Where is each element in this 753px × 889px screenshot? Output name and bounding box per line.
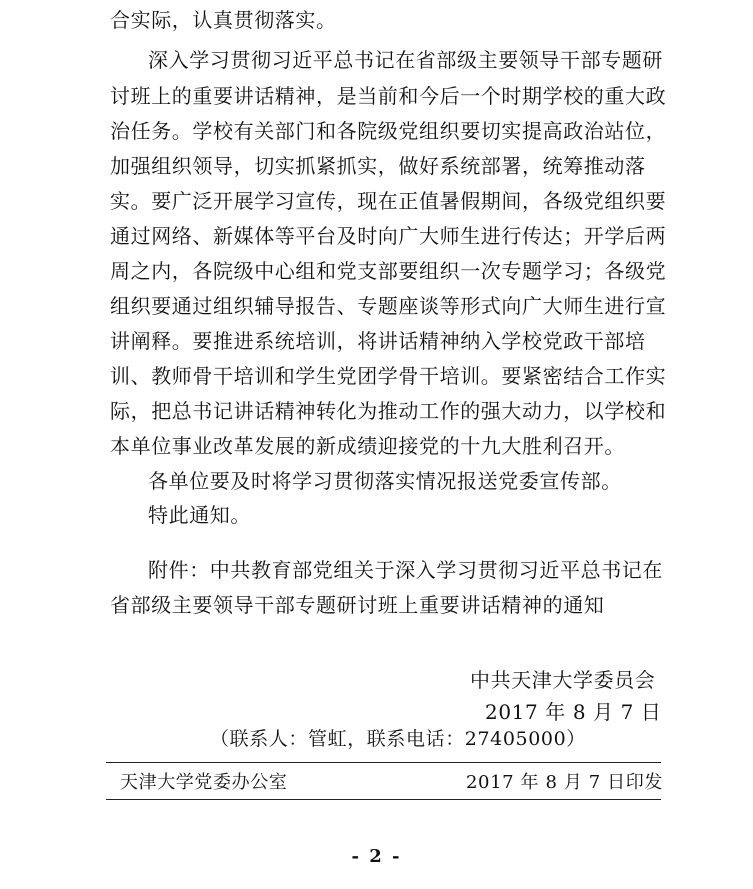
signature-org: 中共天津大学委员会 xyxy=(470,668,656,692)
body-line-12: 际，把总书记讲话精神转化为推动工作的强大动力，以学校和 xyxy=(110,399,667,423)
attachment-line-1: 附件：中共教育部党组关于深入学习贯彻习近平总书记在 xyxy=(148,558,663,582)
body-line-10: 讲阐释。要推进系统培训，将讲话精神纳入学校党政干部培 xyxy=(110,329,646,353)
body-line-6: 实。要广泛开展学习宣传，现在正值暑假期间，各级党组织要 xyxy=(110,189,667,213)
footer-bottom-rule xyxy=(106,799,661,800)
body-line-13: 本单位事业改革发展的新成绩迎接党的十九大胜利召开。 xyxy=(110,434,625,458)
contact-info: （联系人：管虹，联系电话：27405000） xyxy=(210,728,586,750)
body-line-2: 深入学习贯彻习近平总书记在省部级主要领导干部专题研 xyxy=(148,48,663,72)
body-line-5: 加强组织领导，切实抓紧抓实，做好系统部署，统筹推动落 xyxy=(110,154,646,178)
footer-issue-date: 2017 年 8 月 7 日印发 xyxy=(466,772,663,793)
body-line-9: 组织要通过组织辅导报告、专题座谈等形式向广大师生进行宣 xyxy=(110,294,667,318)
signature-date: 2017 年 8 月 7 日 xyxy=(485,700,662,724)
body-line-14: 各单位要及时将学习贯彻落实情况报送党委宣传部。 xyxy=(148,469,622,493)
body-line-8: 周之内，各院级中心组和党支部要组织一次专题学习；各级党 xyxy=(110,259,667,283)
body-line-3: 讨班上的重要讲话精神，是当前和今后一个时期学校的重大政 xyxy=(110,84,667,108)
page-number: - 2 - xyxy=(351,846,402,867)
body-line-11: 训、教师骨干培训和学生党团学骨干培训。要紧密结合工作实 xyxy=(110,364,667,388)
body-line-4: 治任务。学校有关部门和各院级党组织要切实提高政治站位， xyxy=(110,119,667,143)
body-line-1: 合实际，认真贯彻落实。 xyxy=(110,8,337,32)
body-line-7: 通过网络、新媒体等平台及时向广大师生进行传达；开学后两 xyxy=(110,224,667,248)
body-line-15: 特此通知。 xyxy=(148,503,251,527)
attachment-line-2: 省部级主要领导干部专题研讨班上重要讲话精神的通知 xyxy=(110,593,605,617)
footer-top-rule xyxy=(106,762,661,763)
footer-issuer: 天津大学党委办公室 xyxy=(120,772,288,793)
